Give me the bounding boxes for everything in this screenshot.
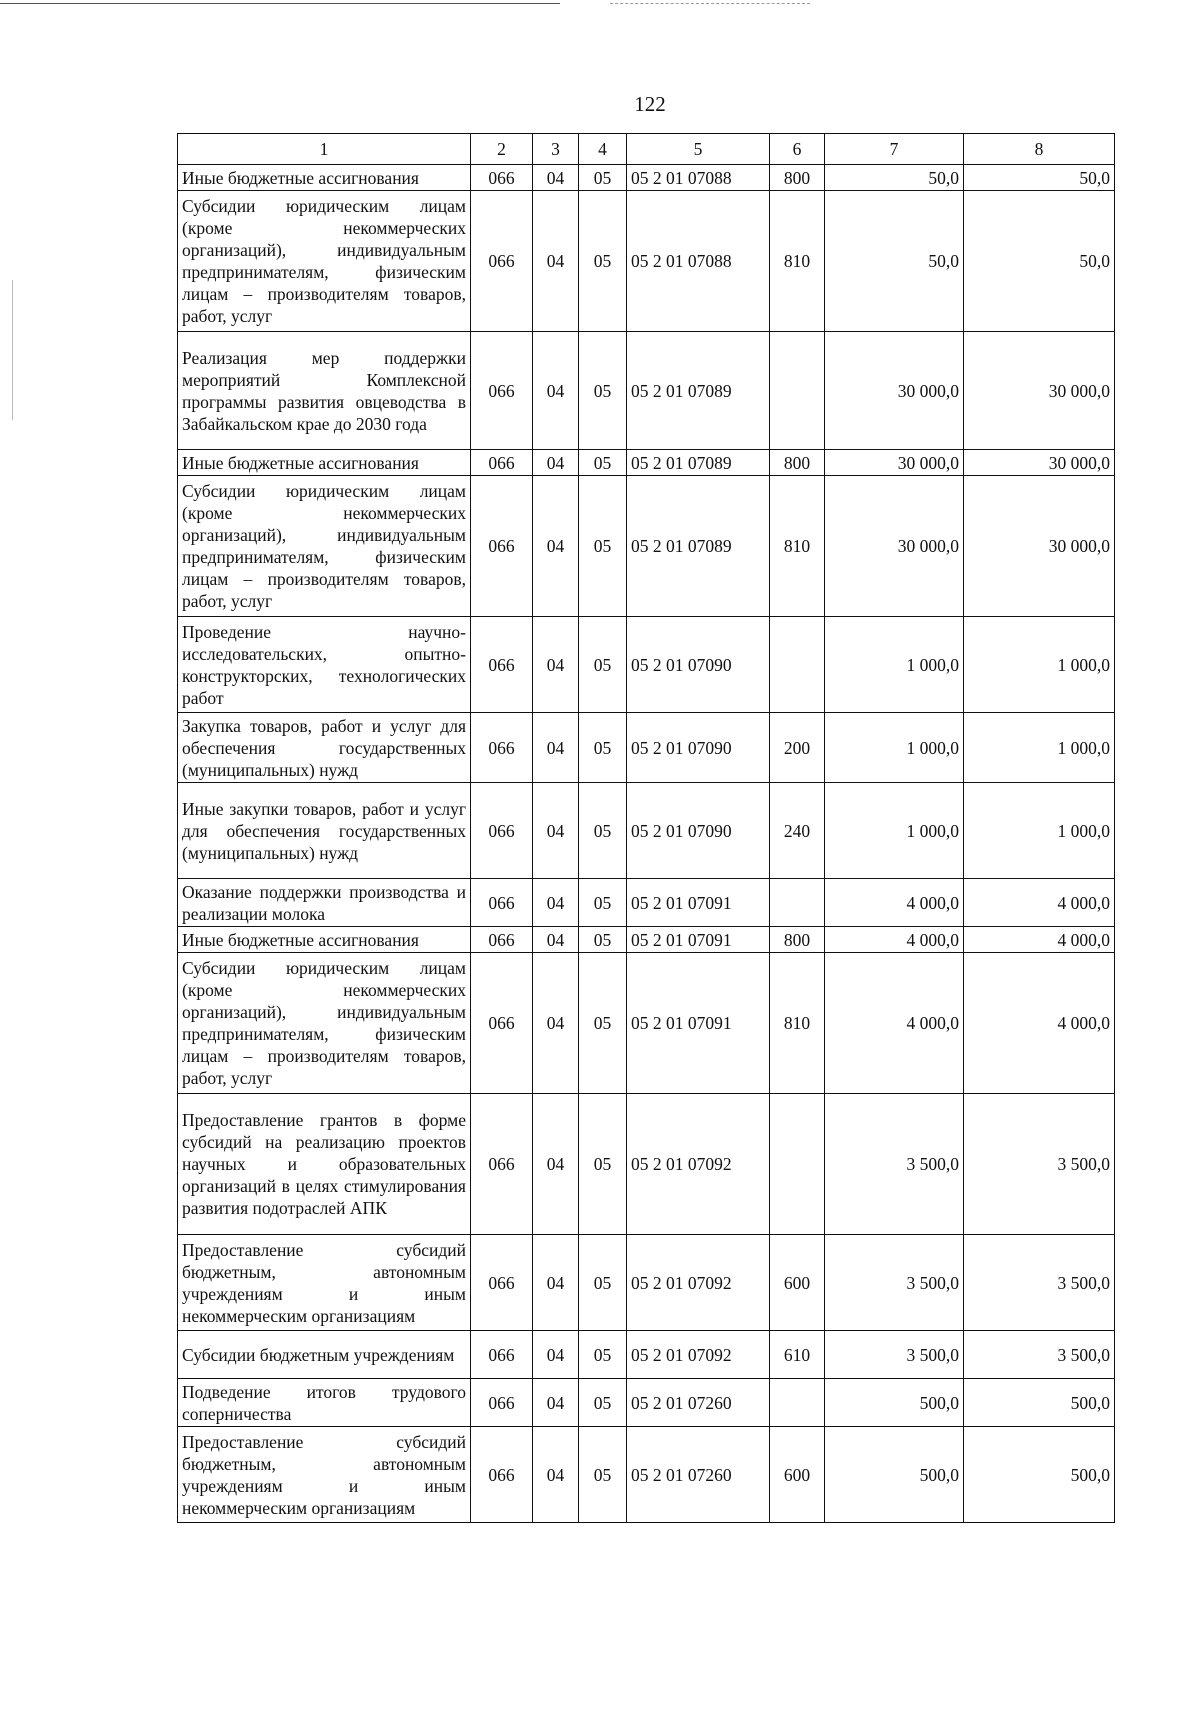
- row-target-code: 05 2 01 07089: [627, 450, 770, 476]
- row-amount-1: 4 000,0: [825, 879, 964, 927]
- row-code-subsection: 05: [579, 953, 627, 1094]
- table-row: [178, 617, 1115, 713]
- table-row: [178, 476, 1115, 617]
- row-code-subsection: 05: [579, 165, 627, 191]
- row-amount-2: 3 500,0: [964, 1094, 1115, 1235]
- row-code-subsection: 05: [579, 1331, 627, 1379]
- row-code-section: 04: [533, 476, 579, 617]
- row-expense-type: 600: [770, 1427, 825, 1523]
- row-target-code: 05 2 01 07092: [627, 1235, 770, 1331]
- row-code-subsection: 05: [579, 332, 627, 450]
- row-name: Подведение итогов трудового соперничества: [178, 1379, 471, 1427]
- row-name: Субсидии юридическим лицам (кроме некоммерческих организаций), индивидуальным предпринимателям, физическим лицам – производителям товаров, работ, услуг: [178, 953, 471, 1094]
- row-amount-2: 3 500,0: [964, 1235, 1115, 1331]
- row-name: Закупка товаров, работ и услуг для обеспечения государственных (муниципальных) нужд: [178, 713, 471, 783]
- row-amount-1: 4 000,0: [825, 927, 964, 953]
- row-name: Иные бюджетные ассигнования: [178, 450, 471, 476]
- row-target-code: 05 2 01 07260: [627, 1427, 770, 1523]
- row-target-code: 05 2 01 07088: [627, 191, 770, 332]
- row-code-ministry: 066: [471, 617, 533, 713]
- table-row: [178, 1094, 1115, 1235]
- row-amount-1: 3 500,0: [825, 1094, 964, 1235]
- scan-artifact-line: [610, 3, 810, 4]
- column-header: 3: [533, 134, 579, 165]
- row-name: Предоставление субсидий бюджетным, автономным учреждениям и иным некоммерческим организациям: [178, 1235, 471, 1331]
- row-code-ministry: 066: [471, 332, 533, 450]
- row-code-subsection: 05: [579, 617, 627, 713]
- table-row: [178, 783, 1115, 879]
- row-amount-2: 4 000,0: [964, 879, 1115, 927]
- row-amount-1: 3 500,0: [825, 1331, 964, 1379]
- row-code-section: 04: [533, 450, 579, 476]
- row-code-section: 04: [533, 1094, 579, 1235]
- row-code-ministry: 066: [471, 165, 533, 191]
- row-code-section: 04: [533, 953, 579, 1094]
- table-row: [178, 450, 1115, 476]
- row-expense-type: 810: [770, 476, 825, 617]
- row-code-section: 04: [533, 1331, 579, 1379]
- row-code-subsection: 05: [579, 1235, 627, 1331]
- row-expense-type: 810: [770, 191, 825, 332]
- row-amount-1: 4 000,0: [825, 953, 964, 1094]
- row-target-code: 05 2 01 07089: [627, 476, 770, 617]
- table-row: [178, 879, 1115, 927]
- row-name: Субсидии юридическим лицам (кроме некоммерческих организаций), индивидуальным предпринимателям, физическим лицам – производителям товаров, работ, услуг: [178, 476, 471, 617]
- row-name: Предоставление субсидий бюджетным, автономным учреждениям и иным некоммерческим организациям: [178, 1427, 471, 1523]
- row-target-code: 05 2 01 07091: [627, 879, 770, 927]
- row-code-ministry: 066: [471, 953, 533, 1094]
- row-amount-2: 30 000,0: [964, 476, 1115, 617]
- row-expense-type: [770, 1379, 825, 1427]
- row-code-section: 04: [533, 927, 579, 953]
- row-amount-1: 3 500,0: [825, 1235, 964, 1331]
- row-expense-type: 800: [770, 450, 825, 476]
- table-row: [178, 1331, 1115, 1379]
- scan-artifact-line: [0, 3, 560, 4]
- row-code-section: 04: [533, 879, 579, 927]
- column-header: 5: [627, 134, 770, 165]
- row-code-subsection: 05: [579, 476, 627, 617]
- row-code-subsection: 05: [579, 783, 627, 879]
- table-header-row: [178, 134, 1115, 165]
- row-code-section: 04: [533, 1235, 579, 1331]
- row-name: Иные бюджетные ассигнования: [178, 165, 471, 191]
- row-expense-type: [770, 1094, 825, 1235]
- row-code-subsection: 05: [579, 1094, 627, 1235]
- row-code-ministry: 066: [471, 1427, 533, 1523]
- row-amount-2: 50,0: [964, 165, 1115, 191]
- table-row: [178, 165, 1115, 191]
- row-name: Проведение научно-исследовательских, опытно-конструкторских, технологических работ: [178, 617, 471, 713]
- row-target-code: 05 2 01 07091: [627, 953, 770, 1094]
- page-number: 122: [634, 92, 666, 116]
- column-header: 8: [964, 134, 1115, 165]
- row-code-section: 04: [533, 617, 579, 713]
- row-amount-2: 3 500,0: [964, 1331, 1115, 1379]
- column-header: 2: [471, 134, 533, 165]
- table-row: [178, 1427, 1115, 1523]
- row-amount-2: 500,0: [964, 1379, 1115, 1427]
- row-amount-2: 1 000,0: [964, 617, 1115, 713]
- row-code-subsection: 05: [579, 450, 627, 476]
- row-code-section: 04: [533, 783, 579, 879]
- column-header: 1: [178, 134, 471, 165]
- column-header: 7: [825, 134, 964, 165]
- row-code-ministry: 066: [471, 450, 533, 476]
- row-amount-2: 30 000,0: [964, 450, 1115, 476]
- row-target-code: 05 2 01 07260: [627, 1379, 770, 1427]
- row-code-ministry: 066: [471, 1094, 533, 1235]
- row-expense-type: 200: [770, 713, 825, 783]
- row-code-ministry: 066: [471, 927, 533, 953]
- table-row: [178, 332, 1115, 450]
- row-expense-type: 610: [770, 1331, 825, 1379]
- table-row: [178, 1379, 1115, 1427]
- table-row: [178, 953, 1115, 1094]
- budget-table: [177, 133, 1115, 1523]
- table-row: [178, 1235, 1115, 1331]
- row-code-section: 04: [533, 332, 579, 450]
- row-name: Иные бюджетные ассигнования: [178, 927, 471, 953]
- row-amount-1: 1 000,0: [825, 617, 964, 713]
- row-code-subsection: 05: [579, 927, 627, 953]
- row-code-ministry: 066: [471, 1331, 533, 1379]
- row-amount-2: 500,0: [964, 1427, 1115, 1523]
- row-expense-type: [770, 879, 825, 927]
- row-amount-2: 1 000,0: [964, 713, 1115, 783]
- row-name: Иные закупки товаров, работ и услуг для обеспечения государственных (муниципальных) нужд: [178, 783, 471, 879]
- row-expense-type: 600: [770, 1235, 825, 1331]
- row-code-subsection: 05: [579, 1379, 627, 1427]
- row-amount-1: 50,0: [825, 165, 964, 191]
- row-name: Реализация мер поддержки мероприятий Комплексной программы развития овцеводства в Забайкальском крае до 2030 года: [178, 332, 471, 450]
- row-expense-type: 800: [770, 165, 825, 191]
- table-row: [178, 713, 1115, 783]
- row-amount-2: 30 000,0: [964, 332, 1115, 450]
- row-amount-2: 1 000,0: [964, 783, 1115, 879]
- row-amount-1: 1 000,0: [825, 713, 964, 783]
- row-amount-1: 500,0: [825, 1427, 964, 1523]
- column-header: 6: [770, 134, 825, 165]
- table-row: [178, 927, 1115, 953]
- row-target-code: 05 2 01 07091: [627, 927, 770, 953]
- row-name: Субсидии юридическим лицам (кроме некоммерческих организаций), индивидуальным предпринимателям, физическим лицам – производителям товаров, работ, услуг: [178, 191, 471, 332]
- row-expense-type: 810: [770, 953, 825, 1094]
- row-amount-1: 50,0: [825, 191, 964, 332]
- row-code-ministry: 066: [471, 783, 533, 879]
- table-row: [178, 191, 1115, 332]
- scan-artifact-margin: [12, 280, 13, 420]
- row-amount-2: 4 000,0: [964, 953, 1115, 1094]
- row-amount-1: 30 000,0: [825, 332, 964, 450]
- row-name: Субсидии бюджетным учреждениям: [178, 1331, 471, 1379]
- row-amount-2: 50,0: [964, 191, 1115, 332]
- row-code-ministry: 066: [471, 1235, 533, 1331]
- row-amount-1: 30 000,0: [825, 450, 964, 476]
- row-target-code: 05 2 01 07090: [627, 713, 770, 783]
- column-header: 4: [579, 134, 627, 165]
- row-target-code: 05 2 01 07090: [627, 783, 770, 879]
- row-amount-2: 4 000,0: [964, 927, 1115, 953]
- row-code-ministry: 066: [471, 476, 533, 617]
- row-amount-1: 500,0: [825, 1379, 964, 1427]
- row-code-section: 04: [533, 1379, 579, 1427]
- row-code-subsection: 05: [579, 191, 627, 332]
- row-code-section: 04: [533, 713, 579, 783]
- row-code-ministry: 066: [471, 1379, 533, 1427]
- row-code-subsection: 05: [579, 1427, 627, 1523]
- row-code-section: 04: [533, 191, 579, 332]
- row-code-subsection: 05: [579, 713, 627, 783]
- row-name: Оказание поддержки производства и реализации молока: [178, 879, 471, 927]
- row-code-ministry: 066: [471, 713, 533, 783]
- row-amount-1: 30 000,0: [825, 476, 964, 617]
- row-name: Предоставление грантов в форме субсидий на реализацию проектов научных и образовательных организаций в целях стимулирования развития подотраслей АПК: [178, 1094, 471, 1235]
- row-expense-type: 240: [770, 783, 825, 879]
- row-code-section: 04: [533, 165, 579, 191]
- row-expense-type: [770, 617, 825, 713]
- row-expense-type: [770, 332, 825, 450]
- row-amount-1: 1 000,0: [825, 783, 964, 879]
- row-code-ministry: 066: [471, 191, 533, 332]
- row-code-subsection: 05: [579, 879, 627, 927]
- row-target-code: 05 2 01 07089: [627, 332, 770, 450]
- row-expense-type: 800: [770, 927, 825, 953]
- row-code-ministry: 066: [471, 879, 533, 927]
- row-target-code: 05 2 01 07092: [627, 1331, 770, 1379]
- row-target-code: 05 2 01 07092: [627, 1094, 770, 1235]
- row-target-code: 05 2 01 07088: [627, 165, 770, 191]
- row-code-section: 04: [533, 1427, 579, 1523]
- row-target-code: 05 2 01 07090: [627, 617, 770, 713]
